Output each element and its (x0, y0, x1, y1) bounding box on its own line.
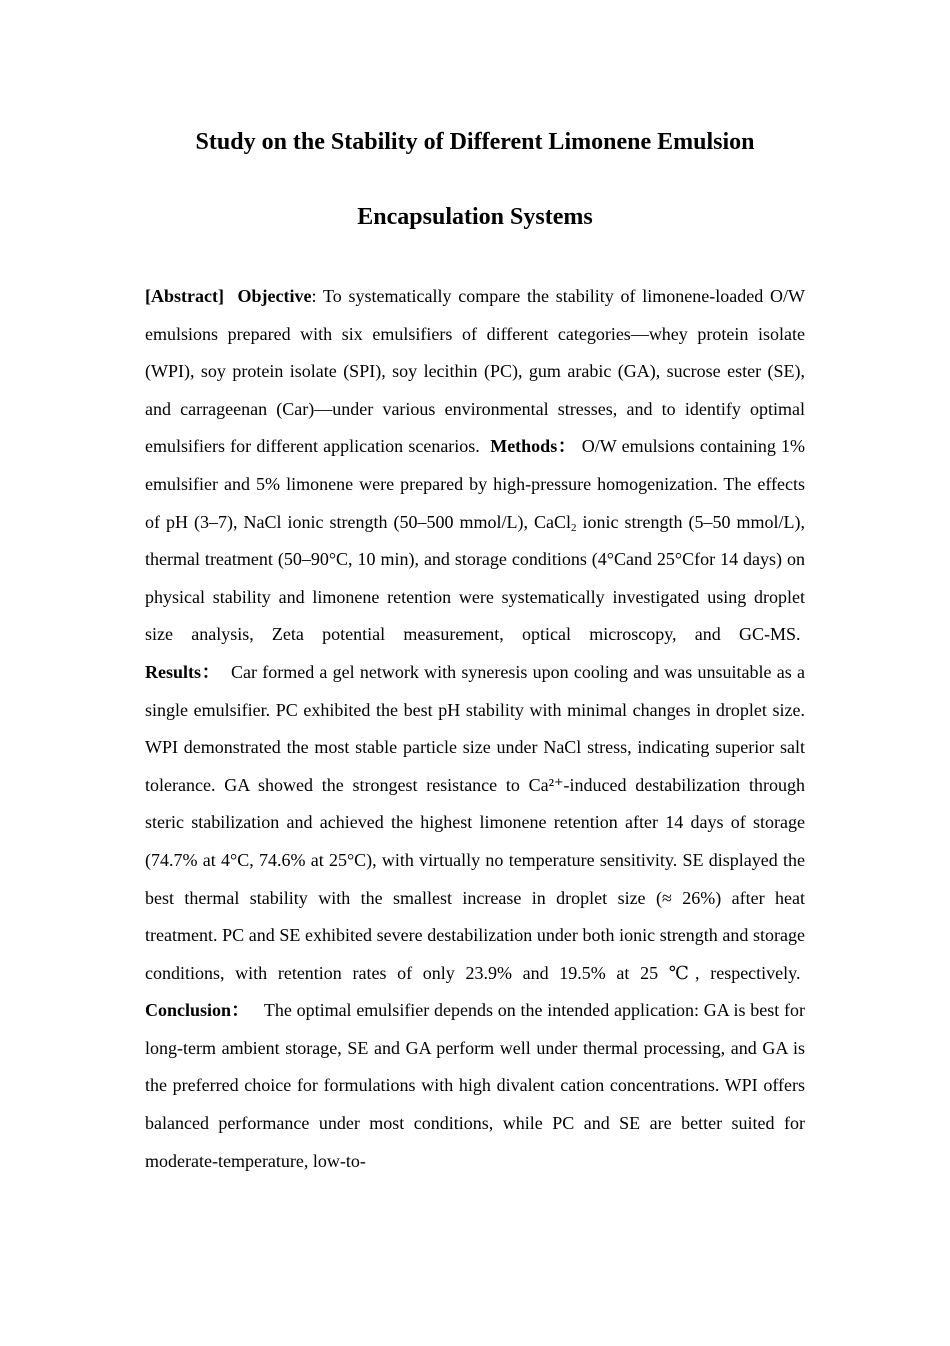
paper-title-line-1: Study on the Stability of Different Limonene Emulsion (195, 129, 755, 155)
paper-title-line-2: Encapsulation Systems (357, 204, 593, 230)
conclusion-label: Conclusion： (145, 1000, 250, 1021)
methods-text: O/W emulsions containing 1% emulsifier and 5% limonene were prepared by high-pressure homogenization. The effects of pH (3–7), NaCl ionic strength (50–500 mmol/L), CaCl$_2$ ionic strength (5–50 mmol/L), thermal treatment (50–90°C, 10 min), and storage conditions (4°Cand 25°Cfor 14 days) on physical stability and limonene retention were systematically investigated using droplet size analysis, Zeta potential measurement, optical microscopy, and GC-MS. (145, 436, 806, 645)
results-label: Results： (145, 661, 221, 682)
results-text: Car formed a gel network with syneresis upon cooling and was unsuitable as a single emulsifier. PC exhibited the best pH stability with minimal changes in droplet size. WPI demonstrated the most stable particle size under NaCl stress, indicating superior salt tolerance. GA showed the strongest resistance to Ca²⁺-induced destabilization through steric stabilization and achieved the highest limonene retention after 14 days of storage (74.7% at 4°C, 74.6% at 25°C), with virtually no temperature sensitivity. SE displayed the best thermal stability with the smallest increase in droplet size (≈ 26%) after heat treatment. PC and SE exhibited severe destabilization under both ionic strength and storage conditions, with retention rates of only 23.9% and 19.5% at 25 ℃, respectively. (145, 661, 805, 983)
cacl2-subscript: 2 (571, 521, 577, 534)
abstract-paragraph (145, 278, 805, 1180)
methods-label: Methods： (490, 436, 577, 457)
objective-label: Objective (237, 286, 312, 306)
abstract-label: [Abstract] (145, 286, 224, 306)
objective-text: : To systematically compare the stability of limonene-loaded O/W emulsions prepared with six emulsifiers of different categories—whey protein isolate (WPI), soy protein isolate (SPI), soy lecithin (PC), gum arabic (GA), sucrose ester (SE), and carrageenan (Car)—under various environmental stresses, and to identify optimal emulsifiers for different application scenarios. (145, 286, 806, 457)
conclusion-text: The optimal emulsifier depends on the intended application: GA is best for long-term ambient storage, SE and GA perform well under thermal processing, and GA is the preferred choice for formulations with high divalent cation concentrations. WPI offers balanced performance under most conditions, while PC and SE are better suited for moderate-temperature, low-to- (145, 1000, 806, 1171)
